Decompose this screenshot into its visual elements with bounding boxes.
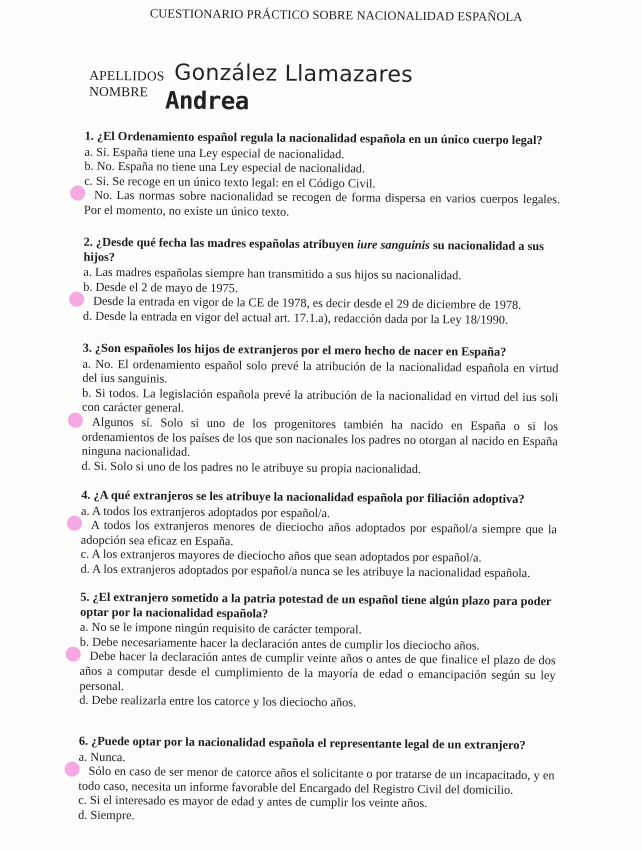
option-c-selected	[79, 649, 555, 697]
option-d: d. Siempre.	[78, 807, 135, 823]
option-d: d. Si. Solo si uno de los padres no le atribuye su propia nacionalidad.	[81, 458, 422, 476]
answer-marker	[69, 292, 84, 307]
question-stem: 4. ¿A qué extranjeros se les atribuye la nacionalidad española por filiación adoptiva?	[81, 487, 525, 506]
option-a: a. Si. España tiene una Ley especial de nacionalidad.	[84, 144, 345, 161]
option-text: Sólo en caso de ser menor de catorce años el solicitante o por tratarse de un incapacitado, y en todo caso, necesita un informe favorable del Encargado del Registro Civil del domicilio.	[78, 763, 555, 797]
option-d-selected	[84, 188, 560, 222]
option-text: Algunos sí. Solo si uno de los progenitores también ha nacido en España o si los ordenamientos de los países de los que son nacionales los padres no otorgan al nacido en España ninguna nacionalidad.	[81, 414, 558, 459]
question-stem: 6. ¿Puede optar por la nacionalidad española el representante legal de un extranjero?	[78, 733, 526, 752]
answer-marker	[70, 186, 85, 201]
option-text: No. Las normas sobre nacionalidad se recogen de forma dispersa en varios cuerpos legales. Por el momento, no existe un único texto.	[83, 188, 561, 219]
question-stem: 1. ¿El Ordenamiento español regula la nacionalidad española en un único cuerpo legal?	[84, 128, 543, 148]
option-b: b. No. España no tiene una Ley especial de nacionalidad.	[84, 158, 366, 176]
option-b-selected	[78, 764, 554, 798]
document-title: CUESTIONARIO PRÁCTICO SOBRE NACIONALIDAD ESPAÑOLA	[149, 6, 523, 24]
question-6	[78, 734, 555, 827]
answer-marker	[65, 762, 80, 777]
nombre-label: NOMBRE	[89, 83, 149, 100]
stem-part: su nacionalidad a sus hijos?	[83, 238, 545, 264]
stem-italic: iure sanguinis	[356, 237, 430, 253]
option-c: c. A los extranjeros mayores de dieciocho años que sean adoptados por español/a.	[80, 547, 482, 565]
option-a: a. No. El ordenamiento español solo prevé la atribución de la nacionalidad española en virtud del ius sanguinis.	[82, 356, 559, 386]
answer-marker	[68, 413, 83, 428]
answer-marker	[66, 647, 81, 662]
option-d: d. Desde la entrada en vigor del actual art. 17.1.a), redacción dada por la Ley 18/1990.	[82, 308, 509, 327]
option-a: a. Las madres españolas siempre han transmitido a sus hijos su nacionalidad.	[83, 264, 462, 283]
question-4	[80, 488, 557, 581]
apellidos-label: APELLIDOS	[89, 67, 165, 84]
question-stem	[83, 235, 559, 269]
option-b: b. Debe necesariamente hacer la declaración antes de cumplir los dieciocho años.	[79, 634, 480, 653]
question-stem: 5. ¿El extranjero sometido a la patria potestad de un español tiene algún plazo para poder optar por la nacionalidad española?	[80, 589, 552, 621]
question-2	[83, 235, 560, 328]
question-1	[84, 129, 561, 222]
option-text: A todos los extranjeros menores de dieciocho años adoptados por español/a siempre que la adopción sea eficaz en España.	[80, 518, 557, 548]
question-stem: 3. ¿Son españoles los hijos de extranjeros por el mero hecho de nacer en España?	[82, 340, 507, 359]
option-c: c. Si. Se recoge en un único texto legal: en el Código Civil.	[84, 173, 376, 191]
option-a: a. No se le impone ningún requisito de carácter temporal.	[79, 619, 362, 637]
option-text: Desde la entrada en vigor de la CE de 1978, es decir desde el 29 de diciembre de 1978.	[93, 294, 522, 313]
question-3	[81, 341, 558, 478]
option-a: a. Nunca.	[78, 749, 126, 764]
option-text: Debe hacer la declaración antes de cumplir veinte años o antes de que finalice el plazo de dos años a computar desde el cumplimiento de la mayoría de edad o emancipación según su ley personal.	[79, 649, 556, 693]
option-a: a. A todos los extranjeros adoptados por español/a.	[81, 503, 331, 520]
nombre-value: Andrea	[164, 86, 249, 116]
option-d: d. Debe realizarla entre los catorce y los dieciocho años.	[79, 692, 357, 710]
answer-marker	[67, 516, 82, 531]
stem-part: 2. ¿Desde qué fecha las madres españolas atribuyen	[83, 234, 358, 252]
option-c-selected	[82, 415, 558, 463]
option-c: c. Si el interesado es mayor de edad y antes de cumplir los veinte años.	[78, 793, 428, 811]
option-b: b. Si todos. La legislación española prevé la atribución de la nacionalidad en virtud del ius soli con carácter general.	[82, 385, 559, 416]
option-d: d. A los extranjeros adoptados por español/a nunca se les atribuye la nacionalidad española.	[80, 561, 531, 581]
option-b: b. Desde el 2 de mayo de 1975.	[83, 279, 239, 295]
option-b-selected	[81, 518, 557, 552]
apellidos-value: González Llamazares	[174, 60, 414, 88]
question-5	[79, 590, 556, 712]
